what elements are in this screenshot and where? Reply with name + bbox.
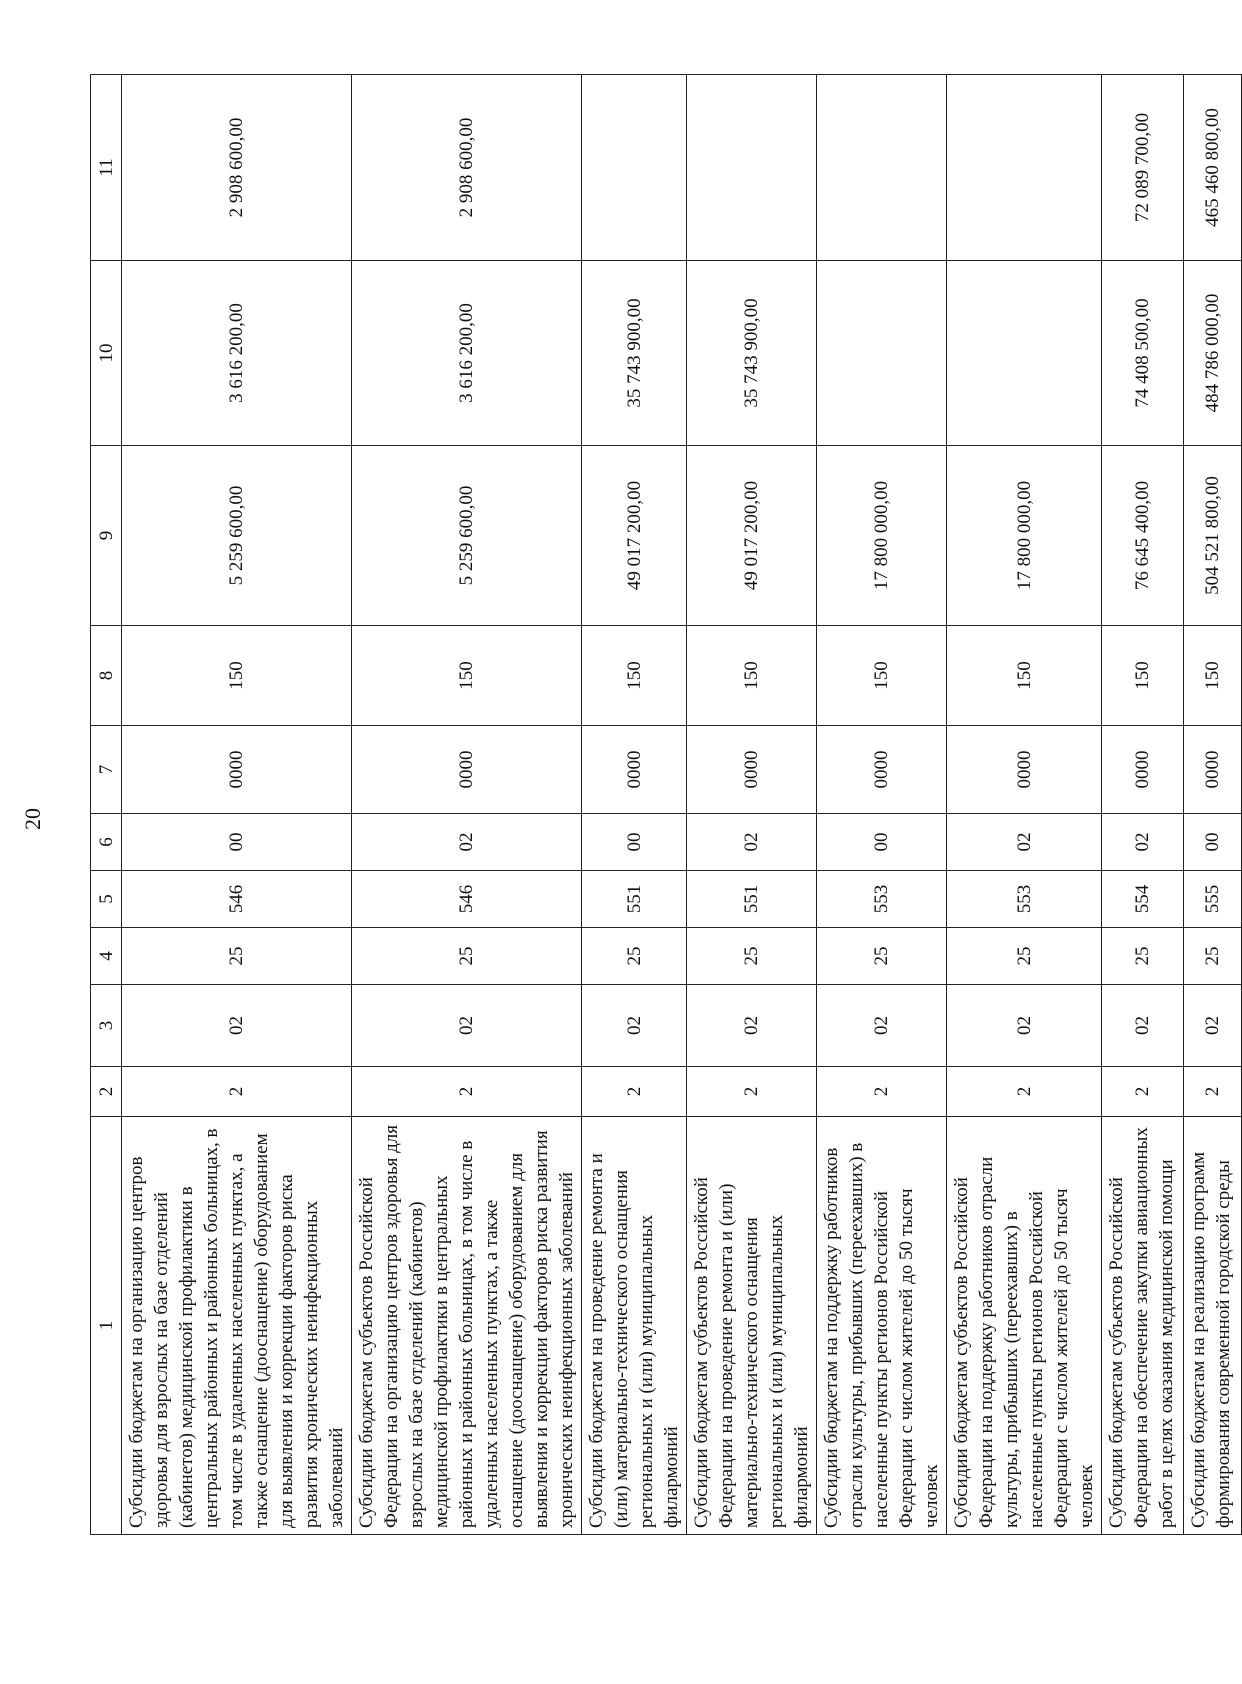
budget-table-sheet bbox=[90, 75, 1234, 1535]
table-row bbox=[1184, 75, 1242, 1535]
header-row bbox=[91, 75, 122, 1535]
table-cell: 25 bbox=[687, 928, 817, 985]
table-cell: 02 bbox=[947, 985, 1102, 1067]
table-cell: 00 bbox=[582, 814, 687, 871]
table-cell: 0000 bbox=[947, 726, 1102, 814]
table-cell: 465 460 800,00 bbox=[1184, 75, 1242, 261]
table-cell: 2 bbox=[687, 1067, 817, 1117]
page-number: 20 bbox=[20, 808, 45, 830]
table-cell: 2 908 600,00 bbox=[122, 75, 352, 261]
table-cell: 5 259 600,00 bbox=[352, 446, 582, 626]
table-cell bbox=[947, 75, 1102, 261]
table-cell: 2 bbox=[1184, 1067, 1242, 1117]
header-cell: 11 bbox=[91, 75, 122, 261]
table-cell: 35 743 900,00 bbox=[687, 261, 817, 446]
table-cell: 3 616 200,00 bbox=[122, 261, 352, 446]
table-cell: 02 bbox=[1102, 985, 1184, 1067]
table-cell: 25 bbox=[122, 928, 352, 985]
row-description: Субсидии бюджетам субъектов Российской Федерации на обеспечение закупки авиационных работ в целях оказания медицинской помощи bbox=[1102, 1117, 1184, 1535]
table-cell: 551 bbox=[582, 871, 687, 928]
table-cell: 150 bbox=[122, 626, 352, 726]
header-cell: 8 bbox=[91, 626, 122, 726]
row-description: Субсидии бюджетам на поддержку работников отрасли культуры, прибывших (переехавших) в населенные пункты регионов Российской Федерации с числом жителей до 50 тысяч человек bbox=[817, 1117, 947, 1535]
table-cell bbox=[947, 261, 1102, 446]
table-cell: 00 bbox=[122, 814, 352, 871]
table-cell: 0000 bbox=[352, 726, 582, 814]
row-description: Субсидии бюджетам субъектов Российской Федерации на организацию центров здоровья для взрослых на базе отделений (кабинетов) медицинской профилактики в центральных районных и районных больницах, в том числе в удаленных населенных пунктах, а также оснащение (дооснащение) оборудованием для выявления и коррекции факторов риска развития хронических неинфекционных заболеваний bbox=[352, 1117, 582, 1535]
table-cell: 49 017 200,00 bbox=[582, 446, 687, 626]
table-cell: 150 bbox=[1184, 626, 1242, 726]
table-cell: 0000 bbox=[1184, 726, 1242, 814]
header-cell: 1 bbox=[91, 1117, 122, 1535]
table-cell: 02 bbox=[687, 985, 817, 1067]
table-cell: 02 bbox=[687, 814, 817, 871]
table-cell bbox=[687, 75, 817, 261]
table-cell: 484 786 000,00 bbox=[1184, 261, 1242, 446]
row-description: Субсидии бюджетам субъектов Российской Федерации на поддержку работников отрасли культуры, прибывших (переехавших) в населенные пункты регионов Российской Федерации с числом жителей до 50 тысяч человек bbox=[947, 1117, 1102, 1535]
row-description: Субсидии бюджетам на организацию центров здоровья для взрослых на базе отделений (кабинетов) медицинской профилактики в центральных районных и районных больницах, в том числе в удаленных населенных пунктах, а также оснащение (дооснащение) оборудованием для выявления и коррекции факторов риска развития хронических неинфекционных заболеваний bbox=[122, 1117, 352, 1535]
header-cell: 2 bbox=[91, 1067, 122, 1117]
table-cell: 0000 bbox=[582, 726, 687, 814]
table-cell: 554 bbox=[1102, 871, 1184, 928]
table-cell: 17 800 000,00 bbox=[947, 446, 1102, 626]
table-cell: 00 bbox=[817, 814, 947, 871]
table-cell: 504 521 800,00 bbox=[1184, 446, 1242, 626]
table-cell: 555 bbox=[1184, 871, 1242, 928]
row-description: Субсидии бюджетам субъектов Российской Федерации на проведение ремонта и (или) материально-технического оснащения региональных и (или) муниципальных филармоний bbox=[687, 1117, 817, 1535]
table-cell: 72 089 700,00 bbox=[1102, 75, 1184, 261]
table-cell: 02 bbox=[947, 814, 1102, 871]
table-cell: 0000 bbox=[817, 726, 947, 814]
table-cell: 02 bbox=[1102, 814, 1184, 871]
table-cell: 17 800 000,00 bbox=[817, 446, 947, 626]
header-cell: 10 bbox=[91, 261, 122, 446]
table-cell: 2 bbox=[122, 1067, 352, 1117]
table-row bbox=[687, 75, 817, 1535]
table-cell: 2 bbox=[817, 1067, 947, 1117]
table-cell: 00 bbox=[1184, 814, 1242, 871]
header-cell: 7 bbox=[91, 726, 122, 814]
table-cell: 02 bbox=[352, 814, 582, 871]
table-cell: 25 bbox=[582, 928, 687, 985]
table-cell: 150 bbox=[817, 626, 947, 726]
table-row bbox=[817, 75, 947, 1535]
header-cell: 5 bbox=[91, 871, 122, 928]
table-cell: 553 bbox=[817, 871, 947, 928]
table-cell bbox=[817, 75, 947, 261]
table-cell: 02 bbox=[1184, 985, 1242, 1067]
table-cell: 25 bbox=[947, 928, 1102, 985]
table-cell: 2 bbox=[1102, 1067, 1184, 1117]
table-cell: 02 bbox=[352, 985, 582, 1067]
table-cell: 150 bbox=[582, 626, 687, 726]
table-cell: 150 bbox=[687, 626, 817, 726]
table-cell: 2 908 600,00 bbox=[352, 75, 582, 261]
table-cell: 25 bbox=[352, 928, 582, 985]
table-cell: 150 bbox=[1102, 626, 1184, 726]
table-cell: 0000 bbox=[122, 726, 352, 814]
table-cell: 02 bbox=[122, 985, 352, 1067]
table-cell bbox=[817, 261, 947, 446]
table-cell: 551 bbox=[687, 871, 817, 928]
table-cell: 25 bbox=[1102, 928, 1184, 985]
table-row bbox=[352, 75, 582, 1535]
table-row bbox=[947, 75, 1102, 1535]
table-cell: 76 645 400,00 bbox=[1102, 446, 1184, 626]
table-cell: 0000 bbox=[1102, 726, 1184, 814]
table-cell: 553 bbox=[947, 871, 1102, 928]
table-cell: 25 bbox=[1184, 928, 1242, 985]
table-cell: 02 bbox=[817, 985, 947, 1067]
table-cell: 546 bbox=[122, 871, 352, 928]
header-cell: 6 bbox=[91, 814, 122, 871]
header-cell: 9 bbox=[91, 446, 122, 626]
table-cell: 150 bbox=[352, 626, 582, 726]
row-description: Субсидии бюджетам на проведение ремонта и (или) материально-технического оснащения региональных и (или) муниципальных филармоний bbox=[582, 1117, 687, 1535]
header-cell: 3 bbox=[91, 985, 122, 1067]
table-cell: 546 bbox=[352, 871, 582, 928]
table-cell: 5 259 600,00 bbox=[122, 446, 352, 626]
table-cell: 3 616 200,00 bbox=[352, 261, 582, 446]
table-cell: 0000 bbox=[687, 726, 817, 814]
table-cell: 74 408 500,00 bbox=[1102, 261, 1184, 446]
table-cell: 2 bbox=[352, 1067, 582, 1117]
budget-table bbox=[90, 74, 1242, 1535]
table-cell: 150 bbox=[947, 626, 1102, 726]
table-cell: 2 bbox=[947, 1067, 1102, 1117]
table-cell: 2 bbox=[582, 1067, 687, 1117]
table-row bbox=[122, 75, 352, 1535]
row-description: Субсидии бюджетам на реализацию программ формирования современной городской среды bbox=[1184, 1117, 1242, 1535]
table-row bbox=[1102, 75, 1184, 1535]
table-cell: 25 bbox=[817, 928, 947, 985]
header-cell: 4 bbox=[91, 928, 122, 985]
table-cell: 35 743 900,00 bbox=[582, 261, 687, 446]
table-cell: 02 bbox=[582, 985, 687, 1067]
table-cell bbox=[582, 75, 687, 261]
table-cell: 49 017 200,00 bbox=[687, 446, 817, 626]
table-row bbox=[582, 75, 687, 1535]
